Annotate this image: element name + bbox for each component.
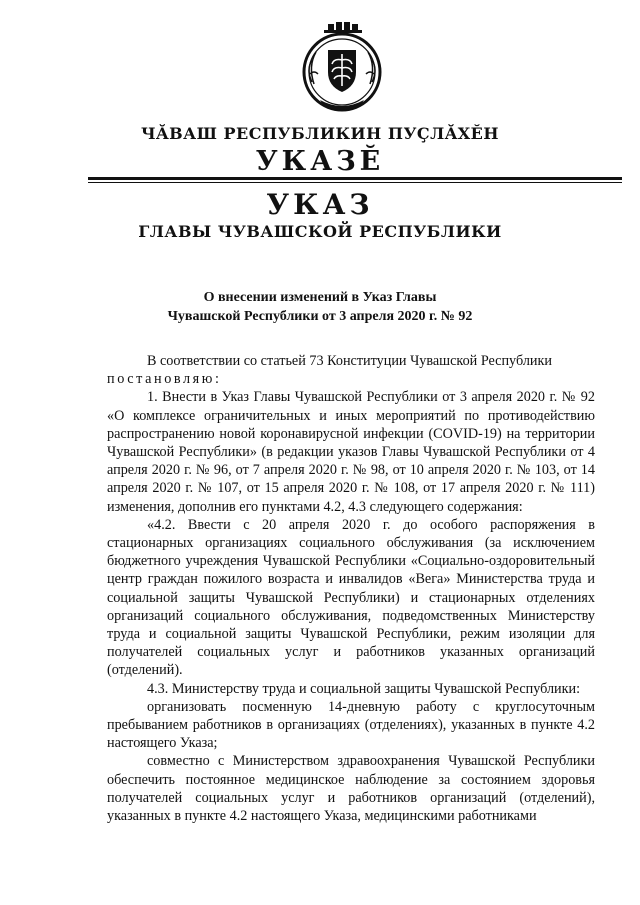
body-paragraph-item4-3: 4.3. Министерству труда и социальной защиты Чувашской Республики:: [147, 680, 581, 697]
decree-title-line1: О внесении изменений в Указ Главы: [203, 290, 437, 305]
header-divider-thin: [88, 182, 622, 183]
body-paragraph-item4-2: «4.2. Ввести с 20 апреля 2020 г. до особого распоряжения в стационарных организациях социального обслуживания (за исключением бюджетного учреждения Чувашской Республики «Социально-оздоровительный центр граждан пожилого возраста и инвалидов «Вега» Министерства труда и социальной защиты Чувашской Республики) и стационарных отделениях организаций социального обслуживания, подведомственных Министерству труда и социальной защиты Чувашской Республики, режим изоляции для получателей социальных услуг и работников указанных организаций (отделений).: [107, 516, 595, 679]
chuvash-header-line2: УКАЗĔ: [255, 146, 385, 177]
decree-body: [107, 352, 595, 825]
decree-title: [0, 288, 640, 326]
coat-of-arms-icon: [298, 20, 386, 116]
body-paragraph-resolve: постановляю:: [107, 371, 222, 388]
russian-header-line2: ГЛАВЫ ЧУВАШСКОЙ РЕСПУБЛИКИ: [138, 222, 502, 241]
body-paragraph-item1: 1. Внести в Указ Главы Чувашской Республики от 3 апреля 2020 г. № 92 «О комплексе ограничительных и иных мероприятий по противодействию распространению новой коронавирусной инфекции (COVID-19) на территории Чувашской Республики» (в редакции указов Главы Чувашской Республики от 4 апреля 2020 г. № 96, от 7 апреля 2020 г. № 98, от 10 апреля 2020 г. № 103, от 14 апреля 2020 г. № 107, от 15 апреля 2020 г. № 108, от 17 апреля 2020 г. № 111) изменения, дополнив его пунктами 4.2, 4.3 следующего содержания:: [107, 389, 595, 515]
chuvash-header-line1: ЧĂВАШ РЕСПУБЛИКИН ПУÇЛĂХĔН: [141, 124, 499, 143]
header-divider-thick: [88, 177, 622, 180]
body-paragraph-shifts: организовать посменную 14-дневную работу с круглосуточным пребыванием работников в организациях (отделениях), указанных в пункте 4.2 настоящего Указа;: [107, 698, 595, 752]
body-paragraph-preamble: В соответствии со статьей 73 Конституции Чувашской Республики: [147, 353, 552, 369]
decree-title-line2: Чувашской Республики от 3 апреля 2020 г. № 92: [167, 309, 473, 324]
body-paragraph-medical: совместно с Министерством здравоохранения Чувашской Республики обеспечить постоянное медицинское наблюдение за состоянием здоровья получателей социальных услуг и работников организаций (отделений), указанных в пункте 4.2 настоящего Указа, медицинскими работниками: [107, 753, 595, 825]
russian-header-line1: УКАЗ: [266, 188, 374, 221]
